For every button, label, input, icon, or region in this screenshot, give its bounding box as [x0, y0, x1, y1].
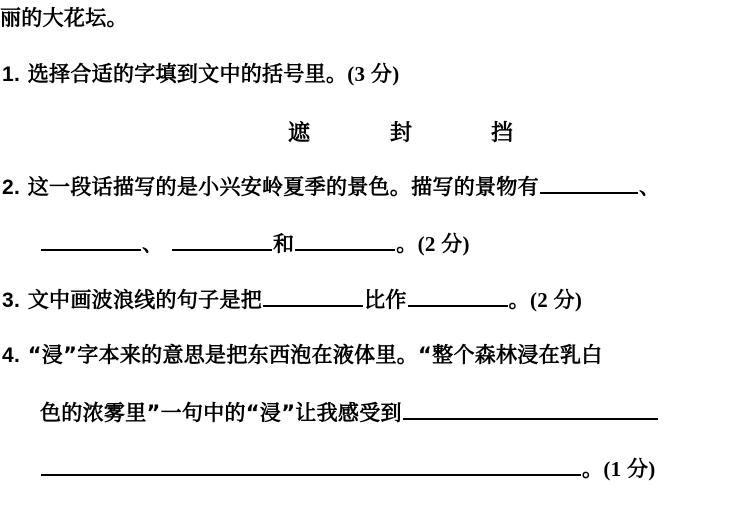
question-4-end: 。 [582, 457, 604, 481]
question-3-score: (2 分) [529, 288, 583, 312]
word-choices [0, 116, 755, 146]
question-4-number: 4 [2, 344, 14, 367]
question-2-number: 2 [2, 176, 14, 199]
word-choice-3: 挡 [491, 121, 514, 146]
question-4-line-3 [40, 454, 656, 483]
intro-text: 丽的大花坛。 [0, 6, 128, 30]
answer-blank-3b[interactable] [408, 285, 508, 307]
question-4 [2, 341, 603, 370]
question-1 [2, 60, 400, 89]
question-3-end: 。 [508, 288, 530, 312]
question-1-score: (3 分) [347, 62, 400, 86]
question-2-text: 这一段话描写的是小兴安岭夏季的景色。描写的景物有 [27, 175, 539, 199]
question-2-and: 和 [272, 232, 295, 256]
question-2 [2, 172, 660, 202]
question-1-number: 1 [2, 63, 14, 86]
answer-blank-3a[interactable] [263, 285, 363, 307]
answer-blank-2b[interactable] [41, 229, 141, 251]
question-1-text: 选择合适的字填到文中的括号里。 [27, 62, 348, 86]
question-3-text-1: 文中画波浪线的句子是把 [27, 288, 263, 312]
answer-blank-2a[interactable] [540, 172, 638, 194]
question-4-line-2 [40, 398, 659, 427]
question-1-dot: . [13, 63, 21, 86]
question-2-separator-2: 、 [142, 232, 164, 256]
word-choice-1: 遮 [288, 121, 311, 146]
question-2-continued [40, 229, 470, 258]
question-2-end: 。 [396, 232, 418, 256]
question-3-dot: . [13, 289, 21, 312]
question-4-score: (1 分) [603, 457, 656, 481]
answer-blank-2c[interactable] [172, 229, 272, 251]
question-3-text-2: 比作 [364, 288, 407, 312]
question-4-dot: . [13, 344, 21, 367]
question-3 [2, 285, 582, 315]
answer-blank-2d[interactable] [295, 229, 395, 251]
word-choice-2: 封 [390, 121, 413, 146]
question-2-dot: . [13, 176, 21, 199]
question-4-text-line-1: “浸”字本来的意思是把东西泡在液体里。“整个森林浸在乳白 [27, 343, 603, 367]
question-3-number: 3 [2, 289, 14, 312]
question-2-separator-1: 、 [638, 175, 661, 199]
answer-blank-4a[interactable] [403, 398, 658, 420]
question-2-score: (2 分) [417, 232, 470, 256]
answer-blank-4b[interactable] [41, 454, 581, 476]
question-4-text-line-2: 色的浓雾里”一句中的“浸”让我感受到 [40, 401, 402, 425]
